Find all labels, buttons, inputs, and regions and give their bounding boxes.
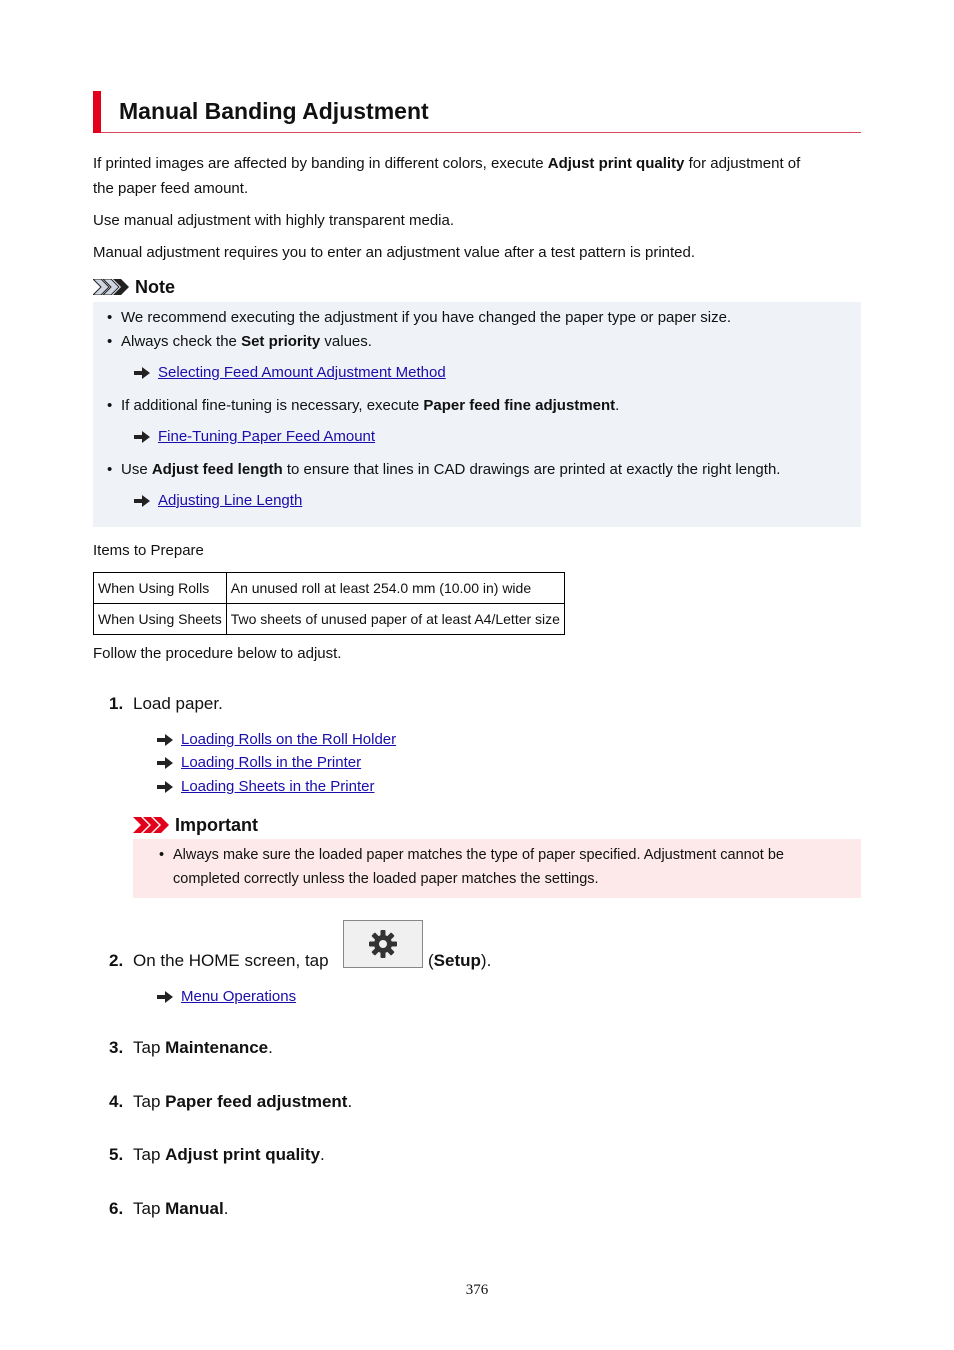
step-4-text-end: .	[347, 1092, 353, 1111]
intro-p1-line2: the paper feed amount.	[93, 180, 249, 197]
important-heading	[133, 814, 258, 836]
important-line-1: Always make sure the loaded paper matches the type of paper specified. Adjustment cannot be	[173, 847, 784, 863]
note-link-row-3	[134, 490, 302, 512]
intro-paragraph-1	[93, 151, 863, 201]
link-adjusting-line-length[interactable]: Adjusting Line Length	[158, 492, 303, 509]
arrow-right-icon	[134, 367, 150, 379]
table-cell: Two sheets of unused paper of at least A4/Letter size	[226, 604, 564, 635]
step-6	[109, 1199, 228, 1219]
note-bullet-3-text-end: .	[615, 397, 620, 414]
note-bullet-2: • Always check the Set priority values.	[107, 333, 372, 350]
arrow-right-icon	[157, 991, 173, 1003]
important-label: Important	[175, 814, 258, 835]
link-loading-rolls-printer[interactable]: Loading Rolls in the Printer	[181, 754, 362, 771]
step-2-setup-label	[428, 951, 491, 971]
table-cell: When Using Rolls	[94, 573, 227, 604]
note-bullet-4: • Use Adjust feed length to ensure that lines in CAD drawings are printed at exactly the right length.	[107, 461, 781, 478]
follow-text: Follow the procedure below to adjust.	[93, 645, 342, 662]
table-row	[94, 604, 565, 635]
note-bullet-4-bold: Adjust feed length	[151, 461, 283, 478]
table-cell: An unused roll at least 254.0 mm (10.00 in) wide	[226, 573, 564, 604]
page-title: Manual Banding Adjustment	[119, 98, 429, 124]
setup-button-image	[343, 920, 423, 968]
prepare-heading: Items to Prepare	[93, 542, 204, 559]
intro-p1-text-end: for adjustment of	[684, 155, 801, 172]
link-loading-sheets-printer[interactable]: Loading Sheets in the Printer	[181, 778, 375, 795]
step-2-bold: Setup	[433, 951, 481, 970]
step-number: 3.	[109, 1038, 124, 1057]
important-chevrons-icon	[133, 817, 171, 833]
note-bullet-3-text: If additional fine-tuning is necessary, execute	[121, 397, 424, 414]
step-1-link-row-3	[157, 776, 374, 798]
intro-p1-text: If printed images are affected by banding in different colors, execute	[93, 155, 548, 172]
link-loading-rolls-roll-holder[interactable]: Loading Rolls on the Roll Holder	[181, 731, 397, 748]
step-3-text-end: .	[268, 1038, 273, 1057]
step-6-text-end: .	[223, 1199, 229, 1218]
step-2-text: On the HOME screen, tap	[133, 951, 329, 970]
step-4	[109, 1092, 352, 1112]
step-1-text: Load paper.	[133, 694, 223, 713]
page-number: 376	[465, 1282, 489, 1298]
title-accent-bar	[93, 91, 101, 133]
step-number: 6.	[109, 1199, 124, 1218]
step-6-text: Tap	[133, 1199, 166, 1218]
table-row	[94, 573, 565, 604]
link-fine-tuning-paper-feed[interactable]: Fine-Tuning Paper Feed Amount	[158, 428, 376, 445]
step-2-link-row	[157, 986, 296, 1008]
note-bullet-4-text-end: to ensure that lines in CAD drawings are printed at exactly the right length.	[282, 461, 781, 478]
important-line-2: completed correctly unless the loaded paper matches the settings.	[173, 871, 599, 887]
note-bullet-1-text: We recommend executing the adjustment if you have changed the paper type or paper size.	[121, 309, 732, 326]
note-bullet-3: • If additional fine-tuning is necessary, execute Paper feed fine adjustment.	[107, 397, 620, 414]
note-bullet-2-bold: Set priority	[241, 333, 321, 350]
note-box	[93, 302, 861, 527]
note-chevrons-icon	[93, 279, 131, 295]
link-selecting-feed-amount-method[interactable]: Selecting Feed Amount Adjustment Method	[158, 364, 446, 381]
step-number: 4.	[109, 1092, 124, 1111]
note-heading	[93, 276, 175, 298]
step-6-bold: Manual	[165, 1199, 224, 1218]
step-1-link-row-1	[157, 729, 396, 751]
note-bullet-2-text: Always check the	[121, 333, 242, 350]
gear-icon	[368, 929, 398, 959]
table-cell: When Using Sheets	[94, 604, 227, 635]
step-3	[109, 1038, 273, 1058]
note-bullet-1: • We recommend executing the adjustment if you have changed the paper type or paper size.	[107, 309, 732, 326]
step-1	[109, 694, 223, 714]
intro-p1-bold: Adjust print quality	[547, 155, 685, 172]
important-bullet: • Always make sure the loaded paper matches the type of paper specified. Adjustment cannot be completed correctly unless the loaded paper matches the settings.	[159, 847, 784, 887]
step-5-text: Tap	[133, 1145, 166, 1164]
note-label: Note	[135, 276, 175, 297]
arrow-right-icon	[134, 431, 150, 443]
step-2	[109, 951, 329, 971]
step-2-paren-open: (	[428, 951, 434, 970]
step-5	[109, 1145, 325, 1165]
arrow-right-icon	[157, 781, 173, 793]
step-number: 2.	[109, 951, 124, 970]
step-3-bold: Maintenance	[165, 1038, 269, 1057]
link-menu-operations[interactable]: Menu Operations	[181, 988, 297, 1005]
step-1-link-row-2	[157, 752, 361, 774]
arrow-right-icon	[157, 734, 173, 746]
note-bullet-3-bold: Paper feed fine adjustment	[423, 397, 616, 414]
note-bullet-2-text-end: values.	[320, 333, 372, 350]
step-number: 5.	[109, 1145, 124, 1164]
important-box	[133, 839, 861, 898]
arrow-right-icon	[134, 495, 150, 507]
arrow-right-icon	[157, 757, 173, 769]
prepare-table	[93, 572, 565, 635]
intro-paragraph-2: Use manual adjustment with highly transparent media.	[93, 212, 455, 229]
note-bullet-4-text: Use	[121, 461, 152, 478]
step-4-bold: Paper feed adjustment	[165, 1092, 348, 1111]
title-rule	[101, 132, 861, 133]
note-link-row-1	[134, 362, 446, 384]
step-5-bold: Adjust print quality	[165, 1145, 321, 1164]
intro-paragraph-3: Manual adjustment requires you to enter an adjustment value after a test pattern is printed.	[93, 244, 696, 261]
step-2-paren-close: ).	[480, 951, 492, 970]
step-number: 1.	[109, 694, 124, 713]
step-5-text-end: .	[320, 1145, 325, 1164]
note-link-row-2	[134, 426, 375, 448]
step-3-text: Tap	[133, 1038, 166, 1057]
step-4-text: Tap	[133, 1092, 166, 1111]
